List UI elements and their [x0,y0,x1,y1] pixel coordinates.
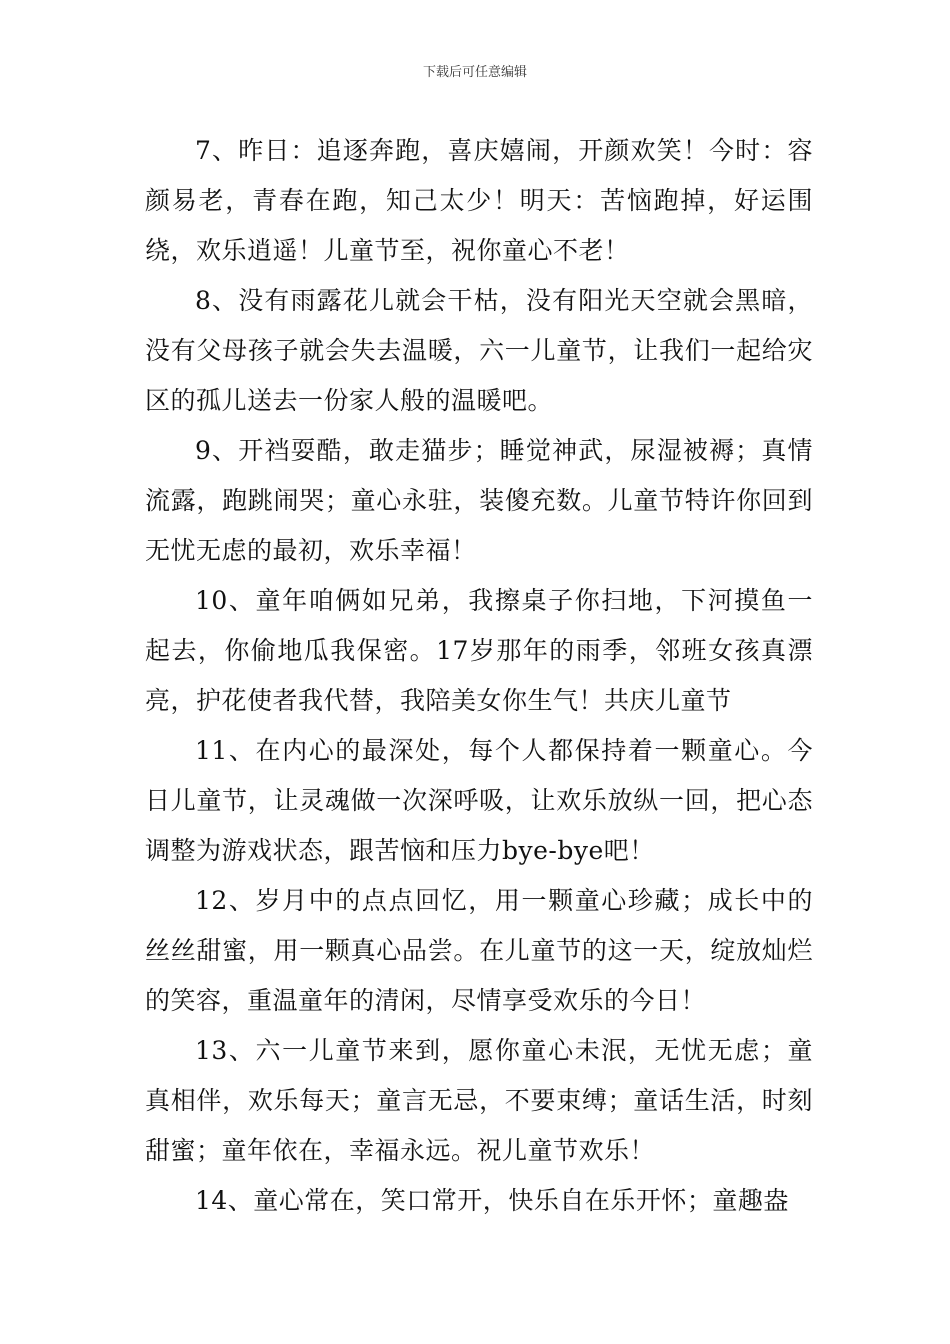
paragraph-11: 11、在内心的最深处，每个人都保持着一颗童心。今日儿童节，让灵魂做一次深呼吸，让欢乐放纵一回，把心态调整为游戏状态，跟苦恼和压力bye-bye吧！ [145,736,813,865]
paragraph-7: 7、昨日：追逐奔跑，喜庆嬉闹，开颜欢笑！今时：容颜易老，青春在跑，知己太少！明天：苦恼跑掉，好运围绕，欢乐逍遥！儿童节至，祝你童心不老！ [145,136,813,265]
paragraph-10: 10、童年咱俩如兄弟，我擦桌子你扫地，下河摸鱼一起去，你偷地瓜我保密。17岁那年的雨季，邻班女孩真漂亮，护花使者我代替，我陪美女你生气！共庆儿童节 [145,586,813,715]
page-header: 下载后可任意编辑 [422,65,527,80]
document-body [145,126,813,1226]
paragraph-14: 14、童心常在，笑口常开，快乐自在乐开怀；童趣盎 [195,1186,789,1215]
paragraph-13: 13、六一儿童节来到，愿你童心未泯，无忧无虑；童真相伴，欢乐每天；童言无忌，不要束缚；童话生活，时刻甜蜜；童年依在，幸福永远。祝儿童节欢乐！ [145,1036,813,1165]
paragraph-8: 8、没有雨露花儿就会干枯，没有阳光天空就会黑暗，没有父母孩子就会失去温暖，六一儿童节，让我们一起给灾区的孤儿送去一份家人般的温暖吧。 [145,286,813,415]
paragraph-9: 9、开裆耍酷，敢走猫步；睡觉神武，尿湿被褥；真情流露，跑跳闹哭；童心永驻，装傻充数。儿童节特许你回到无忧无虑的最初，欢乐幸福！ [145,436,813,565]
paragraph-12: 12、岁月中的点点回忆，用一颗童心珍藏；成长中的丝丝甜蜜，用一颗真心品尝。在儿童节的这一天，绽放灿烂的笑容，重温童年的清闲，尽情享受欢乐的今日！ [145,886,813,1015]
